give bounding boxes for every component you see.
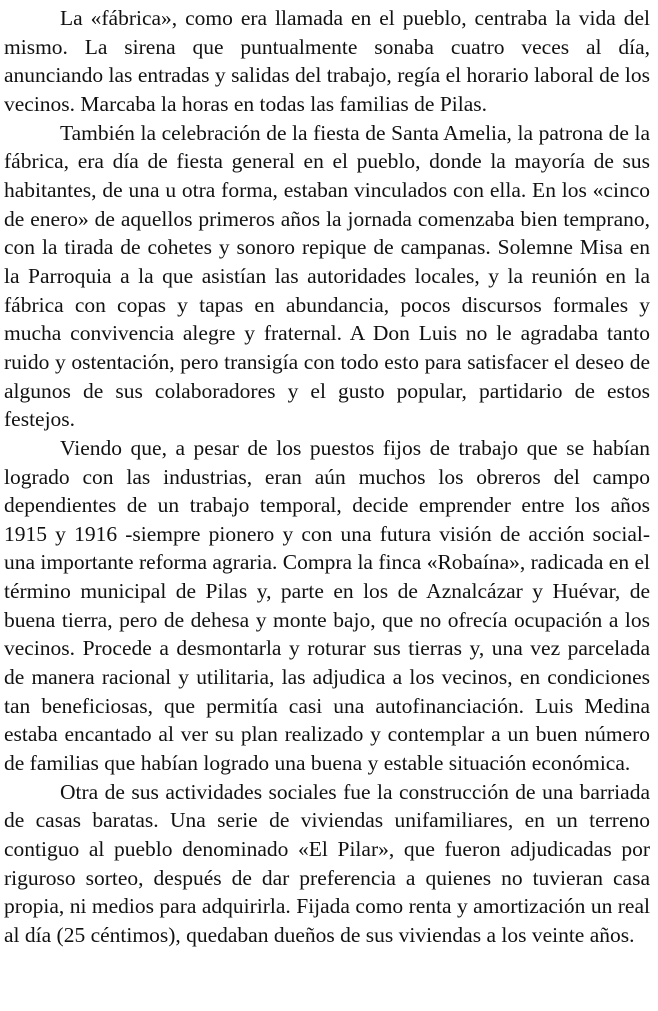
paragraph-casas-baratas: Otra de sus actividades sociales fue la construcción de una barriada de casas baratas. Una serie de viviendas unifamiliares, en un terreno contiguo al pueblo denominado «El Pilar», que fueron adjudicadas por riguroso sorteo, después de dar preferencia a quienes no tuvieran casa propia, ni medios para adquirirla. Fijada como renta y amortización un real al día (25 céntimos), quedaban dueños de sus viviendas a los veinte años. — [4, 779, 650, 947]
paragraph-fabrica: La «fábrica», como era llamada en el pueblo, centraba la vida del mismo. La sirena que puntualmente sonaba cuatro veces al día, anunciando las entradas y salidas del trabajo, regía el horario laboral de los vecinos. Marcaba la horas en todas las familias de Pilas. — [4, 6, 650, 116]
paragraph-santa-amelia: También la celebración de la fiesta de Santa Amelia, la patrona de la fábrica, era día de fiesta general en el pueblo, donde la mayoría de sus habitantes, de una u otra forma, estaban vinculados con ella. En los «cinco de enero» de aquellos primeros años la jornada comenzaba bien temprano, con la tirada de cohetes y sonoro repique de campanas. Solemne Misa en la Parroquia a la que asistían las autoridades locales, y la reunión en la fábrica con copas y tapas en abundancia, pocos discursos formales y mucha convivencia alegre y fraternal. A Don Luis no le agradaba tanto ruido y ostentación, pero transigía con todo esto para satisfacer el deseo de algunos de sus colaboradores y el gusto popular, partidario de estos festejos. — [4, 120, 650, 432]
paragraph-reforma-agraria: Viendo que, a pesar de los puestos fijos de trabajo que se habían logrado con las industrias, eran aún muchos los obreros del campo dependientes de un trabajo temporal, decide emprender entre los años 1915 y 1916 -siempre pionero y con una futura visión de acción social- una importante reforma agraria. Compra la finca «Robaína», radicada en el término municipal de Pilas y, parte en los de Aznalcázar y Huévar, de buena tierra, pero de dehesa y monte bajo, que no ofrecía ocupación a los vecinos. Procede a desmontarla y roturar sus tierras y, una vez parcelada de manera racional y utilitaria, las adjudica a los vecinos, en condiciones tan beneficiosas, que permitía casi una autofinanciación. Luis Medina estaba encantado al ver su plan realizado y contemplar a un buen número de familias que habían logrado una buena y estable situación económica. — [4, 435, 650, 776]
